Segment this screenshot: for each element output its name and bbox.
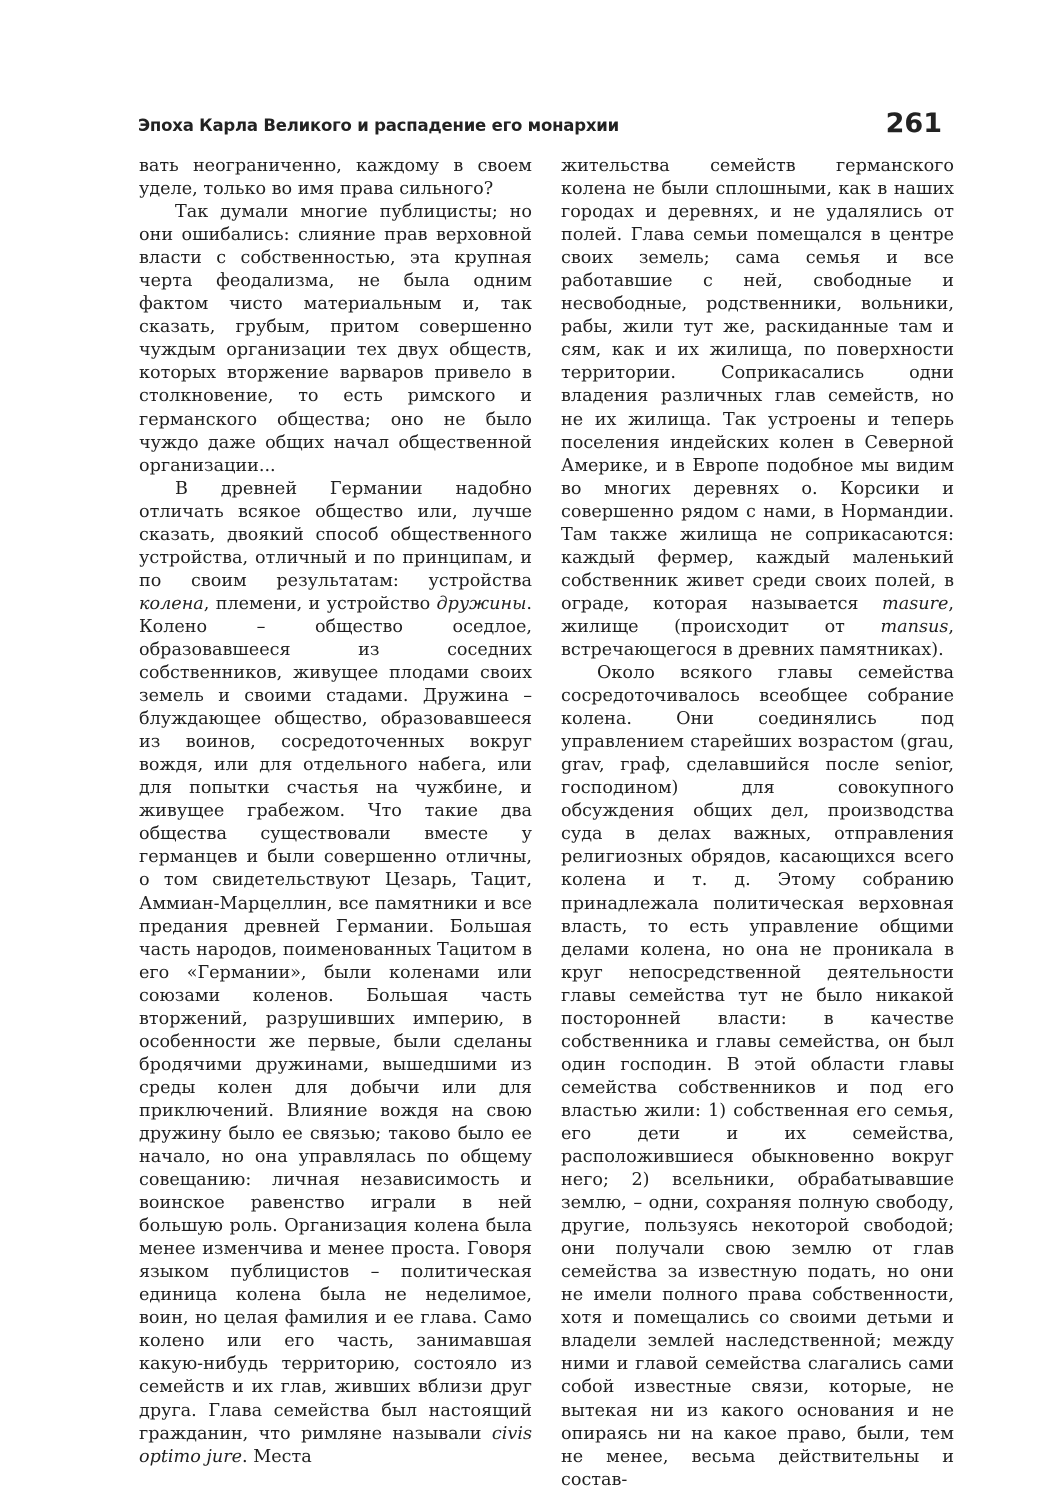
italic-term: civis optimo jure: [139, 1423, 532, 1467]
paragraph: вать неограниченно, каждому в своем уделе, только во имя права сильного?: [139, 156, 532, 200]
paragraph: Так думали многие публицисты; но они ошибались: слияние прав верховной власти с собственностью, эта крупная черта феодализма, не была одним фактом чисто материальным и, так сказать, грубым, притом совершенно чуждым организации тех двух обществ, которых вторжение варваров привело в столкновение, то есть римского и германского общества; оно не было чуждо даже общих начал общественной организации...: [139, 202, 532, 476]
text-run: . Колено – общество оседлое, образовавшееся из соседних собственников, живущее плодами своих земель и своими стадами. Дружина – блуждающее общество, образовавшееся из воинов, сосредоточенных вокруг вождя, или для отдельного набега, или для попытки счастья на чужбине, и живущее грабежом. Что такие два общества существовали вместе у германцев и были совершенно отличны, о том свидетельствуют Цезарь, Тацит, Аммиан-Марцеллин, все памятники и все предания древней Германии. Большая часть народов, поименованных Тацитом в его «Германии», были коленами или союзами коленов. Большая часть вторжений, разрушивших империю, в особенности же первые, были сделаны бродячими дружинами, вышедшими из среды колен для добычи или для приключений. Влияние вождя на свою дружину было ее связью; таково было ее начало, но она управлялась по общему совещанию: личная независимость и воинское равенство играли в ней большую роль. Организация колена была менее изменчива и менее проста. Говоря языком публицистов – политическая единица колена была не неделимое, воин, но целая фамилия и ее глава. Само колено или его часть, занимавшая какую-нибудь территорию, состояло из семейств и их глав, живших вблизи друг друга. Глава семейства был настоящий гражданин, что римляне называли: [139, 593, 532, 1444]
text-run: , жилище (происходит от: [561, 593, 954, 637]
text-run: . Места: [242, 1446, 312, 1467]
paragraph: [139, 478, 532, 1469]
italic-term: masure: [882, 593, 949, 614]
right-column: [561, 155, 954, 1492]
italic-term: колена: [139, 593, 204, 614]
text-run: жительства семейств германского колена не были сплошными, как в наших городах и деревнях, и не удалялись от полей. Глава семьи помещался в центре своих земель; сама семья и все работавшие с ней, свободные и несвободные, родственники, вольники, рабы, жили тут же, раскиданные там и сям, как и их жилища, по поверхности территории. Соприкасались одни владения различных глав семейств, но не их жилища. Так устроены и теперь поселения индейских колен в Северной Америке, и в Европе подобное мы видим во многих деревнях о. Корсики и совершенно рядом с нами, в Нормандии. Там также жилища не соприкасаются: каждый фермер, каждый маленький собственник живет среди своих полей, в ограде, которая называется: [561, 156, 954, 614]
text-run: , встречающегося в древних памятниках).: [561, 616, 954, 660]
italic-term: mansus: [880, 616, 949, 637]
page-number: 261: [885, 108, 942, 139]
paragraph: Около всякого главы семейства сосредоточивалось всеобщее собрание колена. Они соединялись под управлением старейших возрастом (grau, grav, граф, сделавшийся после senior, господином) для совокупного обсуждения общих дел, производства суда в делах важных, отправления религиозных обрядов, касающихся всего колена и т. д. Этому собранию принадлежала политическая верховная власть, то есть управление общими делами колена, но она не проникала в круг непосредственной деятельности главы семейства тут не было никакой посторонней власти: в качестве собственника и главы семейства, он был один господин. В этой области главы семейства собственников и под его властью жили: 1) собственная его семья, его дети и их семейства, расположившиеся обыкновенно вокруг него; 2) всельники, обрабатывавшие землю, – одни, сохраняя полную свободу, другие, пользуясь некоторой свободой; они получали свою землю от глав семейства за известную подать, но они не имели полного права собственности, хотя и помещались со своими детьми и владели землей наследственной; между ними и главой семейства слагались сами собой известные связи, которые, не вытекая ни из какого основания и не опираясь ни на какое право, были, тем не менее, весьма действительны и состав-: [561, 663, 954, 1490]
text-run: , племени, и устройство: [203, 593, 437, 614]
text-run: В древней Германии надобно отличать всякое общество или, лучше сказать, двоякий способ общественного устройства, отличный и по принципам, и по своим результатам: устройства: [139, 478, 532, 591]
italic-term: дружины: [436, 593, 527, 614]
running-title: Эпоха Карла Великого и распадение его монархии: [138, 116, 620, 135]
left-column: [139, 155, 532, 1469]
paragraph: [561, 155, 954, 662]
